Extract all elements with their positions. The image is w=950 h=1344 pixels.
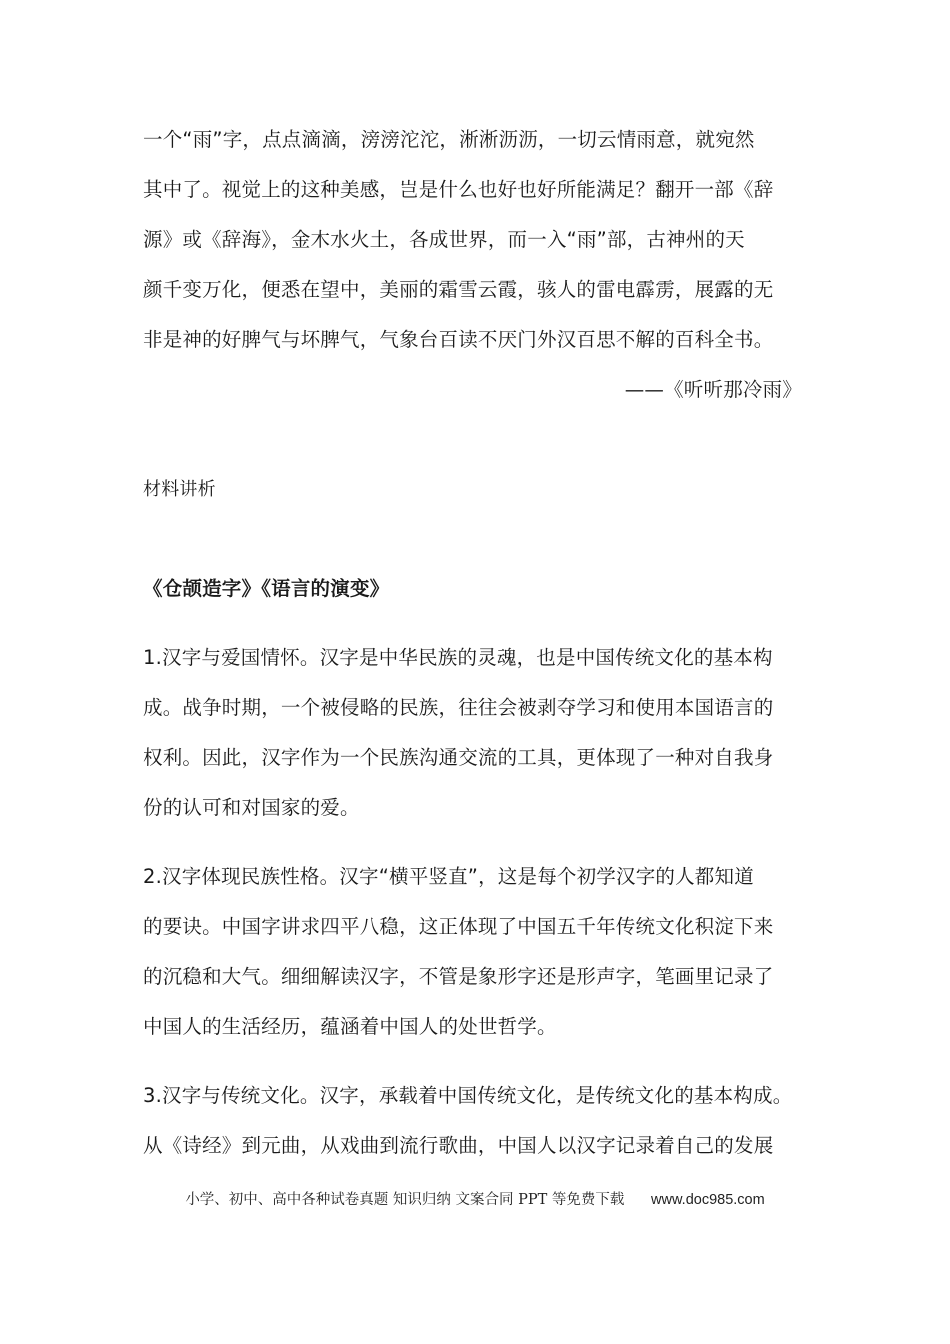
quote-line: 一个“雨”字，点点滴滴，滂滂沱沱，淅淅沥沥，一切云情雨意，就宛然 — [143, 128, 755, 151]
subheading: 《仓颉造字》《语言的演变》 — [143, 577, 390, 600]
quote-line: 颜千变万化，便悉在望中，美丽的霜雪云霞，骇人的雷电霹雳，展露的无 — [143, 278, 774, 301]
paragraph-line: 权利。因此，汉字作为一个民族沟通交流的工具，更体现了一种对自我身 — [143, 746, 774, 769]
paragraph-line: 3.汉字与传统文化。汉字，承载着中国传统文化，是传统文化的基本构成。 — [143, 1084, 793, 1107]
paragraph-line: 1.汉字与爱国情怀。汉字是中华民族的灵魂，也是中国传统文化的基本构 — [143, 646, 773, 669]
page-footer — [0, 1188, 950, 1212]
paragraph-line: 成。战争时期，一个被侵略的民族，往往会被剥夺学习和使用本国语言的 — [143, 696, 774, 719]
quote-line: 其中了。视觉上的这种美感，岂是什么也好也好所能满足？翻开一部《辞 — [143, 178, 774, 201]
paragraph-line: 中国人的生活经历，蕴涵着中国人的处世哲学。 — [143, 1015, 557, 1038]
footer-text: 小学、初中、高中各种试卷真题 知识归纳 文案合同 PPT 等免费下载 — [185, 1192, 625, 1208]
paragraph-line: 份的认可和对国家的爱。 — [143, 796, 360, 819]
paragraph-line: 2.汉字体现民族性格。汉字“横平竖直”，这是每个初学汉字的人都知道 — [143, 865, 754, 888]
quote-line: 源》或《辞海》，金木水火土，各成世界，而一入“雨”部，古神州的天 — [143, 228, 745, 251]
paragraph-line: 从《诗经》到元曲，从戏曲到流行歌曲，中国人以汉字记录着自己的发展 — [143, 1134, 774, 1157]
paragraph-line: 的要诀。中国字讲求四平八稳，这正体现了中国五千年传统文化积淀下来 — [143, 915, 774, 938]
quote-line: 非是神的好脾气与坏脾气，气象台百读不厌门外汉百思不解的百科全书。 — [143, 328, 774, 351]
section-heading: 材料讲析 — [143, 479, 216, 500]
footer-site-link[interactable]: www.doc985.com — [651, 1192, 765, 1208]
paragraph-line: 的沉稳和大气。细细解读汉字，不管是象形字还是形声字，笔画里记录了 — [143, 965, 774, 988]
quote-source: ——《听听那冷雨》 — [624, 378, 802, 401]
